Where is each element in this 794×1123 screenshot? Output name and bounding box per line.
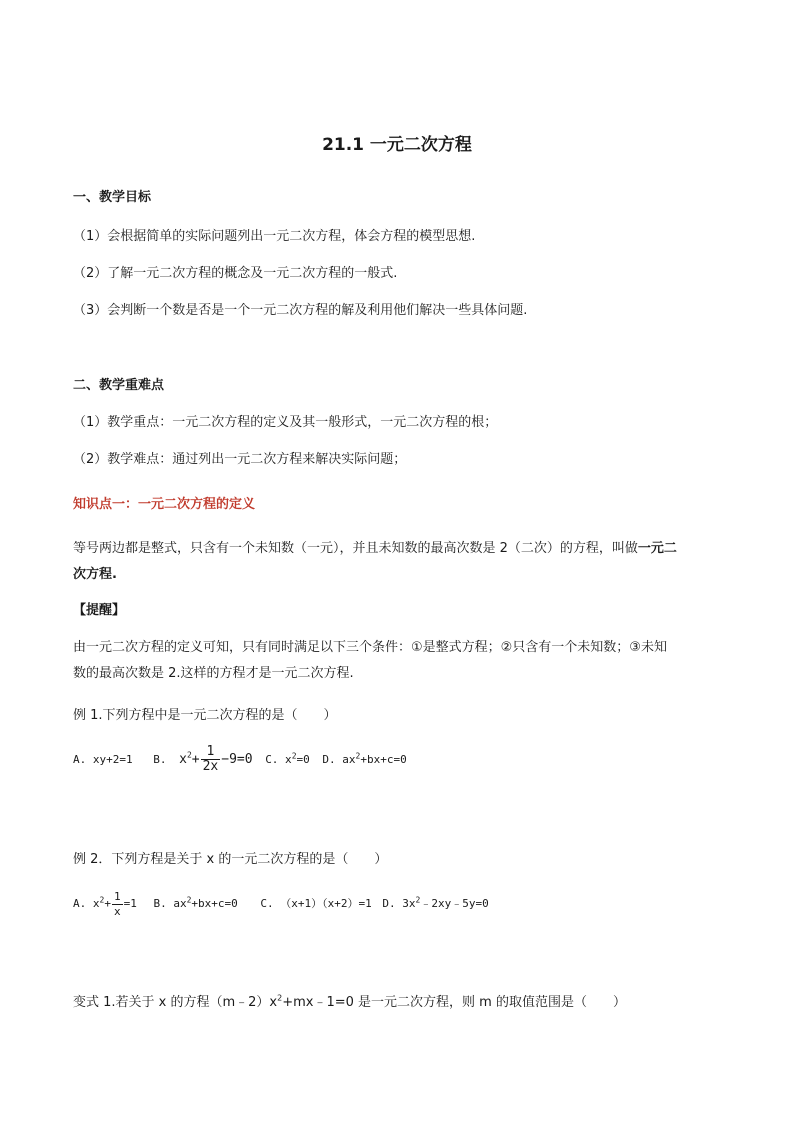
example-1-option-b: $x^2+$ $\frac{1}{2x}$ −9=0 xyxy=(179,744,253,774)
example-2-options xyxy=(73,886,489,922)
example-1-option-d: D. $ax^2+bx+c=0$ xyxy=(322,751,407,766)
variant-1-question: 变式 1.若关于 x 的方程$(m﹣2)x^2+mx﹣1=0$ 是一元二次方程，则 m 的取值范围是（ ） xyxy=(73,993,626,1010)
definition-line-1 xyxy=(73,537,677,556)
definition-term-part1: 一元二 xyxy=(637,541,677,556)
example-1-option-c: C. $x^2=0$ xyxy=(265,751,310,766)
goal-item-1: （1）会根据简单的实际问题列出一元二次方程，体会方程的模型思想. xyxy=(73,229,476,244)
definition-term-part2: 次方程. xyxy=(73,567,117,582)
example-2-option-a: A. $x^2+$ $\frac{1}{x}$ =1 xyxy=(73,889,137,918)
example-1-question: 例 1.下列方程中是一元二次方程的是（ ） xyxy=(73,708,337,723)
goal-item-2: （2）了解一元二次方程的概念及一元二次方程的一般式. xyxy=(73,266,398,281)
key-point-item-1: （1）教学重点：一元二次方程的定义及其一般形式，一元二次方程的根； xyxy=(73,415,498,430)
reminder-label: 【提醒】 xyxy=(73,603,126,618)
example-1-options xyxy=(73,742,407,778)
reminder-line-2: 数的最高次数是 2.这样的方程才是一元二次方程. xyxy=(73,666,354,681)
key-point-item-2: （2）教学难点：通过列出一元二次方程来解决实际问题； xyxy=(73,452,407,467)
fraction: $\frac{1}{2x}$ xyxy=(202,744,219,774)
example-1-option-a: A. xy+2=1 xyxy=(73,753,133,766)
fraction: $\frac{1}{x}$ xyxy=(113,889,121,918)
example-2-option-d: D. $3x^2﹣2xy﹣5y=0$ xyxy=(382,895,489,910)
section-heading-key-points: 二、教学重难点 xyxy=(73,378,165,393)
page-title: 21.1 一元二次方程 xyxy=(322,135,472,155)
definition-text: 等号两边都是整式，只含有一个未知数（一元），并且未知数的最高次数是 2（二次）的方程，叫做 xyxy=(73,541,638,556)
reminder-line-1: 由一元二次方程的定义可知，只有同时满足以下三个条件：①是整式方程；②只含有一个未知数；③未知 xyxy=(73,640,667,655)
section-heading-teaching-goals: 一、教学目标 xyxy=(73,190,152,205)
example-1-option-b-label: B. xyxy=(153,753,167,766)
goal-item-3: （3）会判断一个数是否是一个一元二次方程的解及利用他们解决一些具体问题. xyxy=(73,303,528,318)
example-2-question: 例 2．下列方程是关于 x 的一元二次方程的是（ ） xyxy=(73,852,388,867)
example-2-option-b: B. $ax^2+bx+c=0$ xyxy=(153,895,238,910)
example-2-option-c: C. （x+1）（x+2）=1 xyxy=(260,897,372,910)
knowledge-point-heading: 知识点一：一元二次方程的定义 xyxy=(73,497,256,512)
